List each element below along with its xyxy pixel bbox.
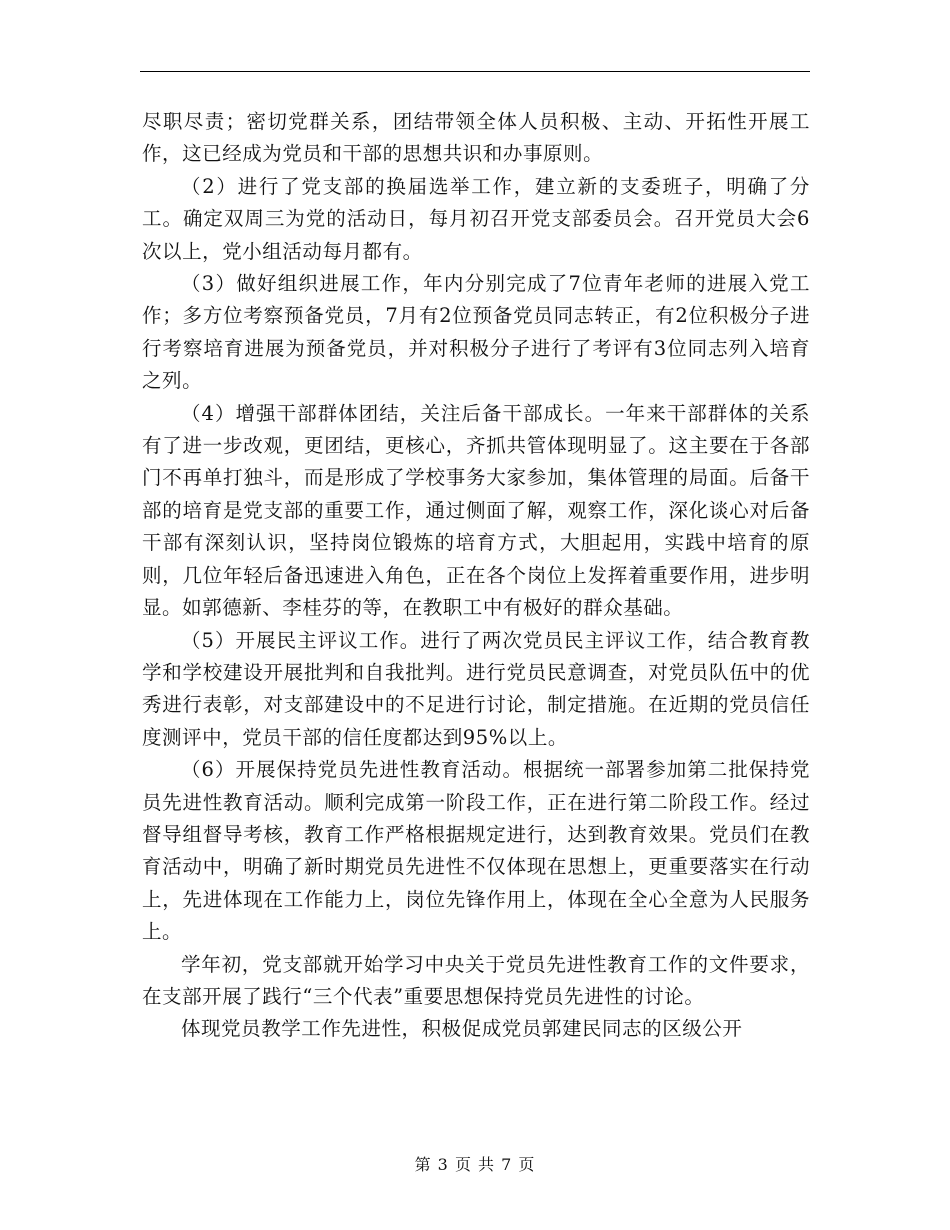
page-number: 第 3 页 共 7 页 xyxy=(414,1155,536,1174)
document-body xyxy=(142,106,810,1046)
paragraph-continuation: 尽职尽责；密切党群关系，团结带领全体人员积极、主动、开拓性开展工作，这已经成为党员和干部的思想共识和办事原则。 xyxy=(142,110,810,166)
paragraph-teaching: 体现党员教学工作先进性，积极促成党员郭建民同志的区级公开 xyxy=(181,1017,743,1041)
header-rule xyxy=(140,71,810,72)
paragraph-item-3: （3）做好组织进展工作，年内分别完成了7位青年老师的进展入党工作；多方位考察预备党员，7月有2位预备党员同志转正，有2位积极分子进行考察培育进展为预备党员，并对积极分子进行了考评有3位同志列入培育之列。 xyxy=(142,272,810,393)
paragraph-item-5: （5）开展民主评议工作。进行了两次党员民主评议工作，结合教育教学和学校建设开展批判和自我批判。进行党员民意调查，对党员队伍中的优秀进行表彰，对支部建设中的不足进行讨论，制定措施。在近期的党员信任度测评中，党员干部的信任度都达到95%以上。 xyxy=(142,628,810,749)
paragraph-item-6: （6）开展保持党员先进性教育活动。根据统一部署参加第二批保持党员先进性教育活动。顺利完成第一阶段工作，正在进行第二阶段工作。经过督导组督导考核，教育工作严格根据规定进行，达到教育效果。党员们在教育活动中，明确了新时期党员先进性不仅体现在思想上，更重要落实在行动上，先进体现在工作能力上，岗位先锋作用上，体现在全心全意为人民服务上。 xyxy=(142,758,810,944)
paragraph-item-2: （2）进行了党支部的换届选举工作，建立新的支委班子，明确了分工。确定双周三为党的活动日，每月初召开党支部委员会。召开党员大会6次以上，党小组活动每月都有。 xyxy=(142,174,810,263)
paragraph-study: 学年初，党支部就开始学习中央关于党员先进性教育工作的文件要求，在支部开展了践行“三个代表”重要思想保持党员先进性的讨论。 xyxy=(142,952,810,1008)
paragraph-item-4: （4）增强干部群体团结，关注后备干部成长。一年来干部群体的关系有了进一步改观，更团结，更核心，齐抓共管体现明显了。这主要在于各部门不再单打独斗，而是形成了学校事务大家参加，集体管理的局面。后备干部的培育是党支部的重要工作，通过侧面了解，观察工作，深化谈心对后备干部有深刻认识，坚持岗位锻炼的培育方式，大胆起用，实践中培育的原则，几位年轻后备迅速进入角色，正在各个岗位上发挥着重要作用，进步明显。如郭德新、李桂芬的等，在教职工中有极好的群众基础。 xyxy=(142,401,810,620)
